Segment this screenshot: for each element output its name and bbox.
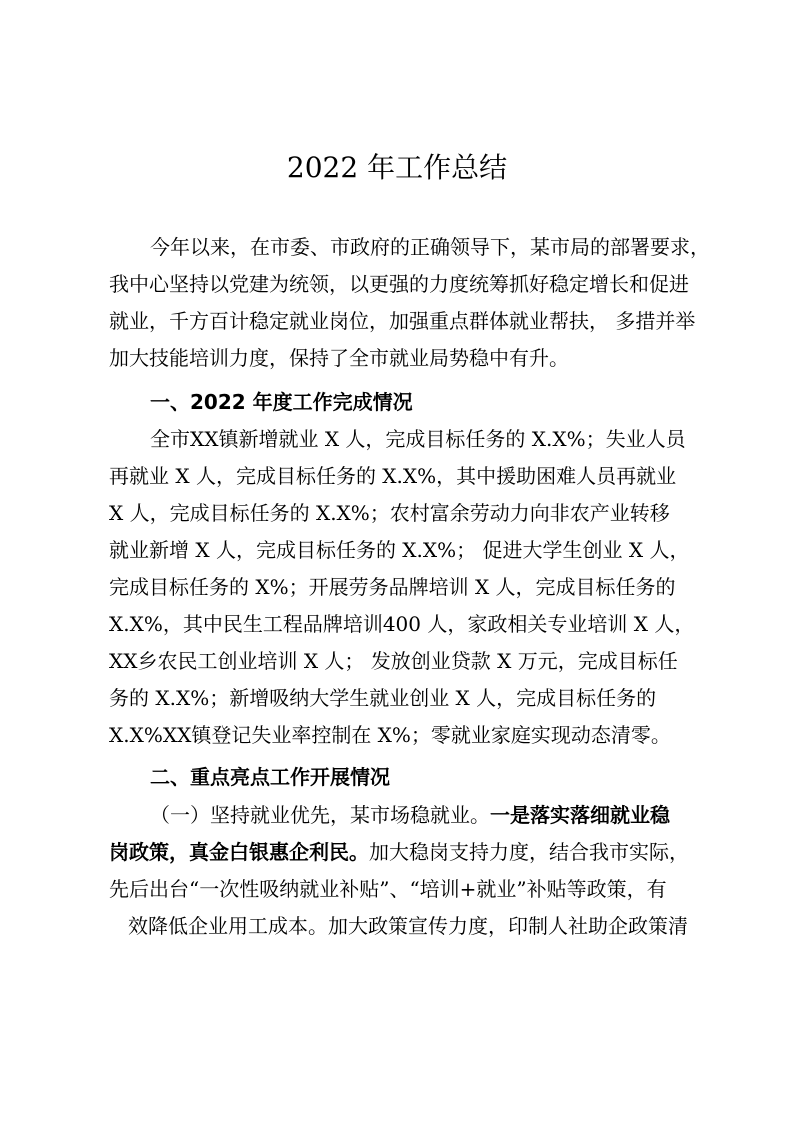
section2-line-2 xyxy=(109,837,689,867)
page-title: 2022 年工作总结 xyxy=(286,151,508,184)
body-text: 加大稳岗支持力度，结合我市实际， xyxy=(369,840,689,864)
section1-line: X.X%，其中民生工程品牌培训400 人，家政相关专业培训 X 人， xyxy=(109,612,695,636)
section1-line: 全市XX镇新增就业 X 人，完成目标任务的 X.X%；失业人员 xyxy=(150,427,686,451)
section-heading-1: 一、2022 年度工作完成情况 xyxy=(150,390,413,414)
intro-line: 加大技能培训力度，保持了全市就业局势稳中有升。 xyxy=(109,346,569,370)
section1-line: X.X%XX镇登记失业率控制在 X%；零就业家庭实现动态清零。 xyxy=(109,723,671,747)
section1-line: XX乡农民工创业培训 X 人； 发放创业贷款 X 万元，完成目标任 xyxy=(109,649,678,673)
highlight-text: 一是落实落细就业稳 xyxy=(490,803,670,827)
section1-line: 就业新增 X 人，完成目标任务的 X.X%； 促进大学生创业 X 人， xyxy=(109,538,690,562)
highlight-text: 岗政策，真金白银惠企利民。 xyxy=(109,840,369,864)
intro-line: 今年以来，在市委、市政府的正确领导下，某市局的部署要求， xyxy=(150,235,710,259)
intro-line: 我中心坚持以党建为统领，以更强的力度统筹抓好稳定增长和促进 xyxy=(109,272,689,296)
section1-line: 完成目标任务的 X%；开展劳务品牌培训 X 人，完成目标任务的 xyxy=(109,575,676,599)
section-heading-2: 二、重点亮点工作开展情况 xyxy=(150,765,390,789)
section1-line: 务的 X.X%；新增吸纳大学生就业创业 X 人，完成目标任务的 xyxy=(109,686,657,710)
section1-line: X 人，完成目标任务的 X.X%；农村富余劳动力向非农产业转移 xyxy=(109,501,670,525)
subsection-title: （一）坚持就业优先，某市场稳就业。 xyxy=(150,803,490,827)
section2-line-3: 先后出台“一次性吸纳就业补贴”、“培训+就业”补贴等政策，有 xyxy=(109,877,667,901)
section2-line-1 xyxy=(150,800,670,830)
section2-line-4: 效降低企业用工成本。加大政策宣传力度，印制人社助企政策清 xyxy=(128,914,688,938)
intro-line: 就业，千方百计稳定就业岗位，加强重点群体就业帮扶， 多措并举 xyxy=(109,309,696,333)
section1-line: 再就业 X 人，完成目标任务的 X.X%，其中援助困难人员再就业 xyxy=(109,464,677,488)
